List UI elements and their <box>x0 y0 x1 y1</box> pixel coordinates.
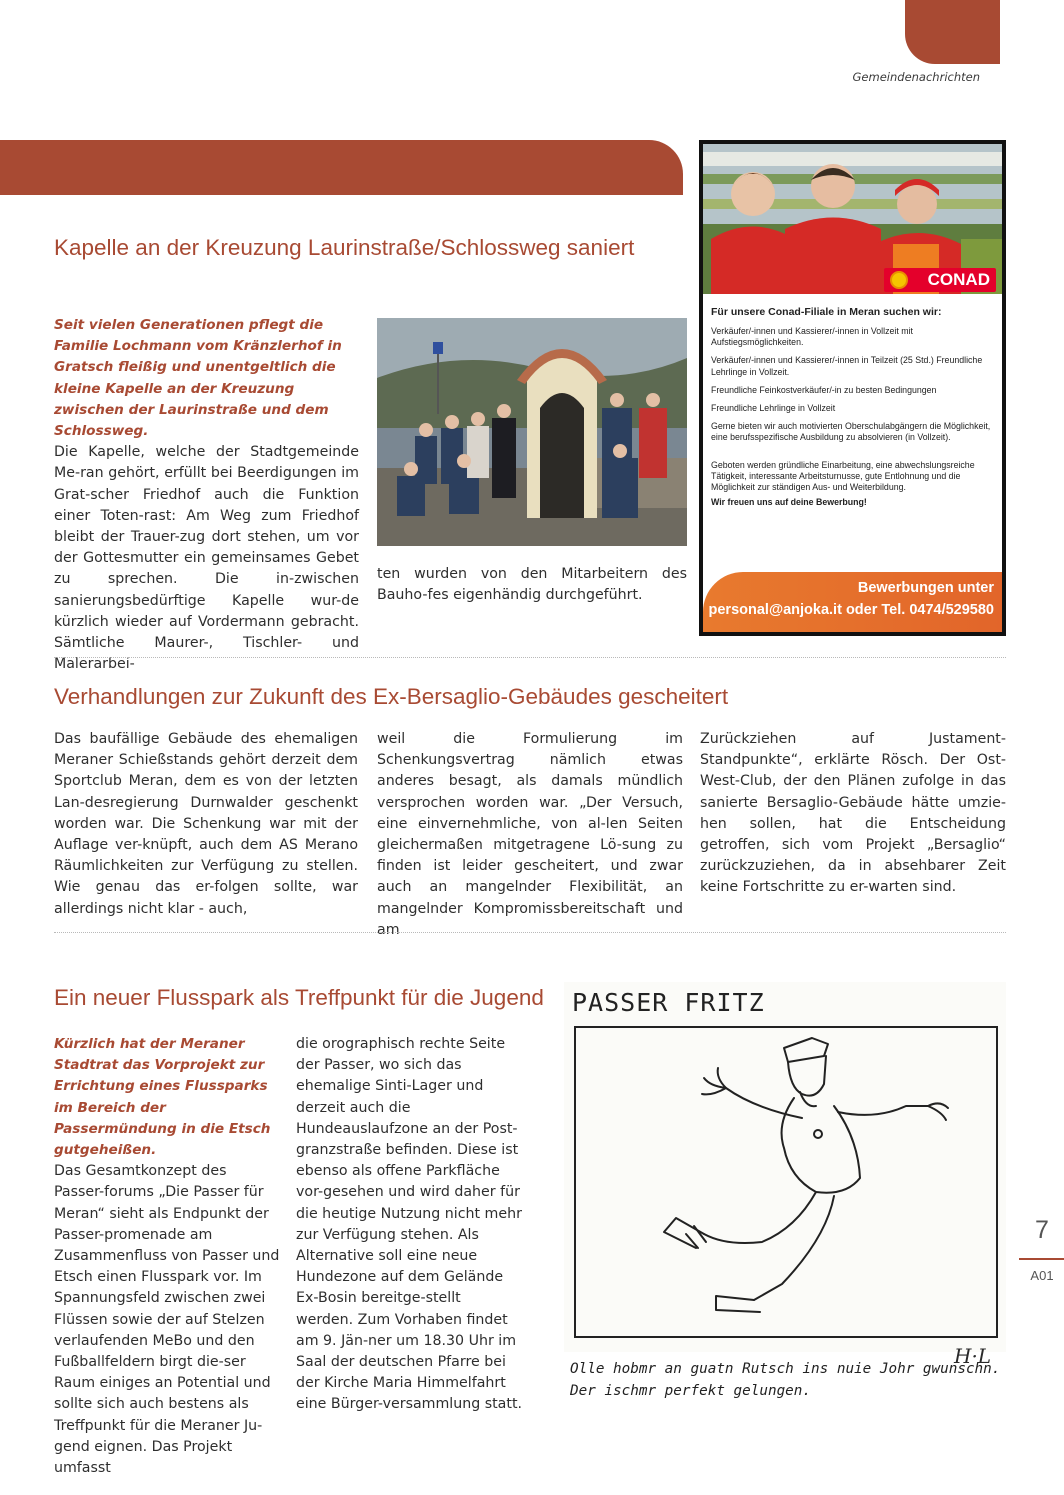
article2-column-2: weil die Formulierung im Schenkungsvertrag nämlich etwas anderes besagt, als damals mündlich versprochen worden war. „Der Versuch, eine einvernehmliche, von al-len Seiten gleichermaßen mitgetragene Lö-sung zu finden ist leider gescheitert, und zwar auch an mangelnder Flexibilität, an mangelnder Kompromissbereitschaft und am <box>377 731 683 938</box>
article1-lead: Seit vielen Generationen pflegt die Familie Lochmann vom Kränzlerhof in Gratsch fleißig und unentgeltlich die kleine Kapelle an der Kreuzung zwischen der Laurinstraße und dem Schlossweg. <box>54 317 342 440</box>
ad-line: Verkäufer/-innen und Kassierer/-innen in Teilzeit (25 Std.) Freundliche Lehrlinge in Vollzeit. <box>711 355 983 377</box>
conad-brand: CONAD <box>927 270 990 289</box>
passer-fritz-cartoon <box>564 982 1006 1368</box>
ad-apply-label: Bewerbungen unter <box>857 580 994 596</box>
ad-line: Verkäufer/-innen und Kassierer/-innen in Vollzeit mit Aufstiegsmöglichkeiten. <box>711 326 913 348</box>
page-code: A01 <box>1030 1268 1054 1283</box>
ad-closing: Wir freuen uns auf deine Bewerbung! <box>711 497 867 508</box>
page-number-rule <box>1019 1258 1064 1260</box>
article2-column-3: Zurückziehen auf Justament-Standpunkte“, erklärte Rösch. Der Ost-West-Club, der den Plänen zufolge in das sanierte Bersaglio-Gebäude hätte umzie-hen sollen, hat die Entscheidung getroffen, sich vom Projekt „Bersaglio“ zurückzuziehen, da in absehbarer Zeit keine Fortschritte zu er-warten sind. <box>700 731 1006 896</box>
cartoon-frame <box>574 1026 998 1368</box>
section-label: Gemeindenachrichten <box>852 70 980 84</box>
article1-body-continued: ten wurden von den Mitarbeitern des Bauho-fes eigenhändig durchgeführt. <box>377 566 687 604</box>
conad-flower-icon <box>890 271 908 289</box>
top-decorative-tab <box>905 0 1000 64</box>
page-number: 7 <box>1035 1216 1049 1244</box>
article1-column-1 <box>54 315 359 675</box>
article3-title: Ein neuer Flusspark als Treffpunkt für die Jugend <box>54 985 544 1010</box>
ad-line: Geboten werden gründliche Einarbeitung, eine abwechslungsreiche Tätigkeit, interessante Arbeitsturnusse, gute Entlohnung und die Möglichkeit zur ständigen Aus- und Weiterbildung. <box>711 459 975 493</box>
cartoon-caption <box>570 1358 1010 1402</box>
ad-text <box>711 306 996 507</box>
article3-lead: Kürzlich hat der Meraner Stadtrat das Vorprojekt zur Errichtung eines Flussparks im Bereich der Passermündung in die Etsch gutgeheißen. <box>54 1036 271 1159</box>
article3-column-2: die orographisch rechte Seite der Passer, wo sich das ehemalige Sinti-Lager und derzeit auch die Hundeauslaufzone an der Post-granzstraße befinden. Diese ist ebenso als offene Parkfläche vor-gesehen und wird daher für die heutige Nutzung nicht mehr zur Verfügung stehen. Als Alternative soll eine neue Hundezone auf dem Gelände Ex-Bosin bereitge-stellt werden. Zum Vorhaben findet am 9. Jän-ner um 18.30 Uhr im Saal der deutschen Pfarre bei der Kirche Maria Himmelfahrt eine Bürger-versammlung statt. <box>296 1036 523 1413</box>
article1-column-2 <box>377 564 687 606</box>
article1-body: Die Kapelle, welche der Stadtgemeinde Me-ran gehört, erfüllt bei Beerdigungen im Grat-scher Friedhof auch die Funktion einer Toten-rast: Am Weg zum Friedhof bleibt der Trauer-zug dort stehen, um vor der Gottesmutter ein gemeinsames Gebet zu sprechen. Die in-zwischen sanierungsbedürftige Kapelle wur-de kürzlich wieder auf Vordermann gebracht. Sämtliche Maurer-, Tischler- und Malerarbei- <box>54 444 359 673</box>
divider <box>54 657 1006 658</box>
article2-title: Verhandlungen zur Zukunft des Ex-Bersaglio-Gebäudes gescheitert <box>54 684 729 709</box>
article1-title: Kapelle an der Kreuzung Laurinstraße/Schlossweg saniert <box>54 235 635 260</box>
cartoon-caption-line: Der ischmr perfekt gelungen. <box>570 1383 812 1399</box>
cartoon-signature: H·L <box>954 1344 992 1368</box>
ad-footer <box>703 572 1002 632</box>
ad-line: Freundliche Feinkostverkäufer/-in zu besten Bedingungen <box>711 384 937 395</box>
header-band <box>0 140 683 195</box>
article3-column-1 <box>54 1034 280 1479</box>
cartoon-drawing <box>576 1028 996 1336</box>
cartoon-caption-line: Olle hobmr an guatn Rutsch ins nuie Johr gwunschn. <box>570 1361 1001 1377</box>
ad-heading: Für unsere Conad-Filiale in Meran suchen wir: <box>711 306 942 318</box>
chapel-photo <box>377 318 687 546</box>
cartoon-title: PASSER FRITZ <box>572 988 765 1017</box>
divider <box>54 932 1006 933</box>
conad-job-ad <box>699 140 1006 636</box>
ad-contact: personal@anjoka.it oder Tel. 0474/529580 <box>708 602 994 618</box>
ad-line: Freundliche Lehrlinge in Vollzeit <box>711 403 836 414</box>
article2-column-1: Das baufällige Gebäude des ehemaligen Meraner Schießstands gehört derzeit dem Sportclub Meran, dem es von der letzten Lan-desregierung Durnwalder geschenkt worden war. Die Schenkung war mit der Auflage ver-knüpft, auch dem AS Merano Räumlichkeiten zur Verfügung zu stellen. Wie genau das er-folgen sollte, war allerdings nicht klar - auch, <box>54 731 358 917</box>
chapel-photo-illustration <box>377 318 687 546</box>
ad-staff-photo <box>703 144 1002 294</box>
ad-line: Gerne bieten wir auch motivierten Oberschulabgängern die Möglichkeit, eine berufsspezifische Ausbildung zu absolvieren (in Vollzeit). <box>711 421 991 443</box>
article3-body: Das Gesamtkonzept des Passer-forums „Die Passer für Meran“ sieht als Endpunkt der Passer-promenade am Zusammenfluss von Passer und Etsch einen Flusspark vor. Im Spannungsfeld zwischen zwei Flüssen sowie der auf Stelzen verlaufenden MeBo und den Fußballfeldern birgt die-ser Raum einiges an Potential und sollte sich auch bestens als Treffpunkt für die Meraner Ju-gend eignen. Das Projekt umfasst <box>54 1163 280 1477</box>
conad-logo <box>884 268 996 292</box>
